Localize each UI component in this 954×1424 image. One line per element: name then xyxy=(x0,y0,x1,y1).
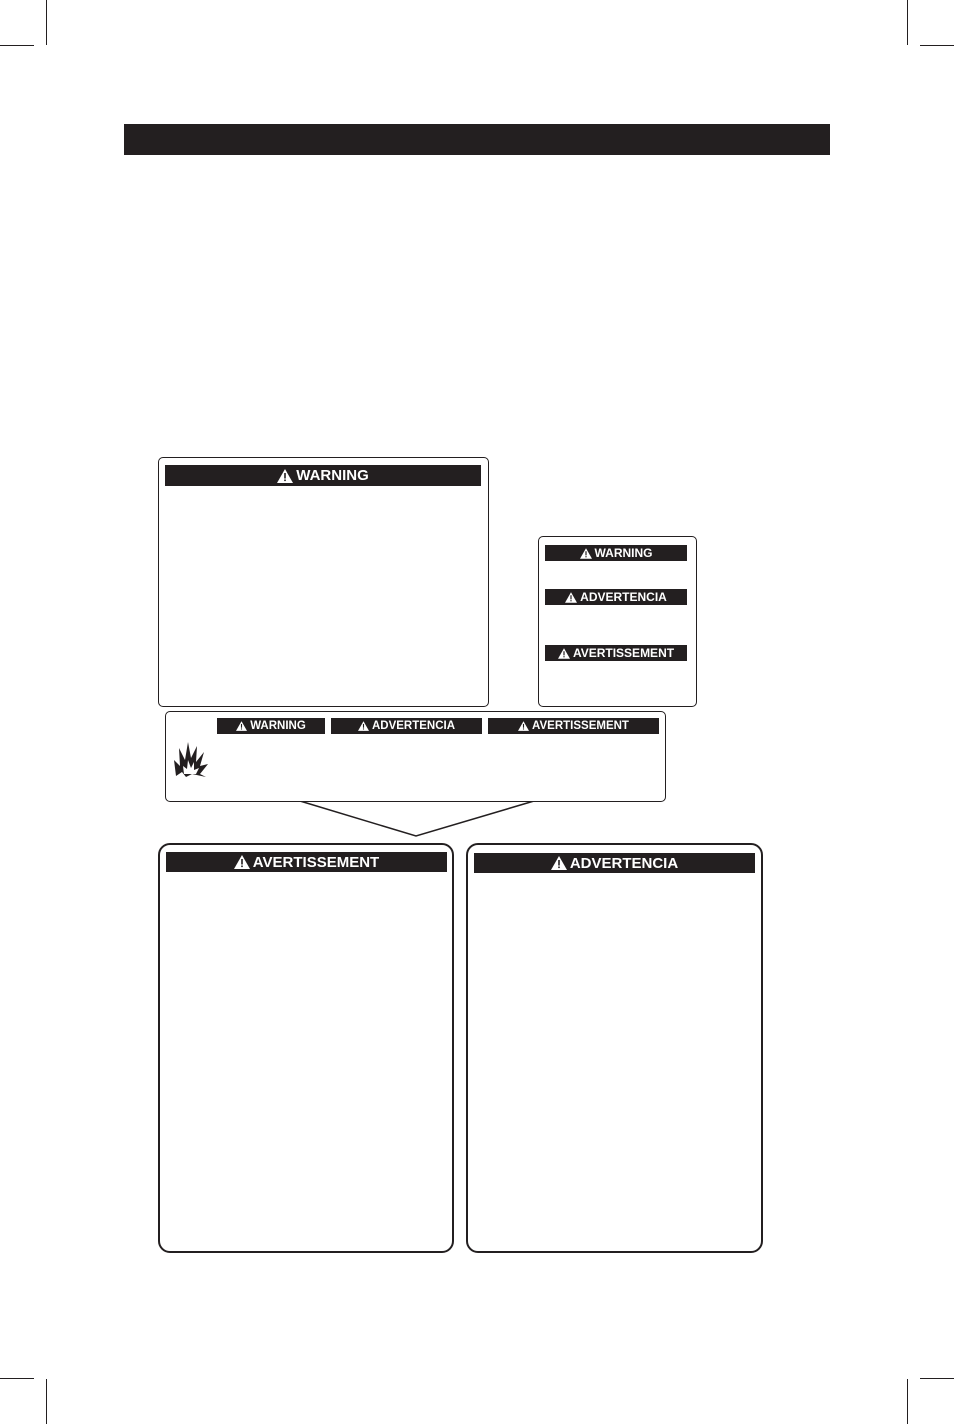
warning-header-en-text: WARNING xyxy=(594,546,653,560)
warning-header-fr-text: AVERTISSEMENT xyxy=(572,646,675,660)
warning-triangle-icon xyxy=(518,721,529,731)
strip-header-en xyxy=(217,718,325,734)
warning-triangle-icon xyxy=(234,855,250,869)
warning-header-fr-large xyxy=(166,852,447,872)
strip-header-fr-text: AVERTISSEMENT xyxy=(532,720,629,732)
warning-header-es-large-text: ADVERTENCIA xyxy=(569,854,679,872)
strip-header-es-text: ADVERTENCIA xyxy=(371,720,456,732)
warning-label-english xyxy=(158,457,489,707)
warning-header-fr xyxy=(545,645,687,661)
strip-header-fr xyxy=(488,718,659,734)
warning-triangle-icon xyxy=(551,856,567,870)
strip-header-en-text: WARNING xyxy=(250,720,306,732)
warning-triangle-icon xyxy=(580,548,592,559)
warning-label-spanish xyxy=(466,843,763,1253)
warning-header-es-large xyxy=(474,853,755,873)
multilingual-strip-label xyxy=(165,711,666,802)
warning-header-es xyxy=(545,589,687,605)
warning-header xyxy=(165,465,481,486)
warning-header-es-text: ADVERTENCIA xyxy=(580,590,667,604)
warning-label-french xyxy=(158,843,454,1253)
warning-triangle-icon xyxy=(236,721,247,731)
warning-header-fr-large-text: AVERTISSEMENT xyxy=(252,853,380,871)
strip-header-es xyxy=(331,718,482,734)
warning-triangle-icon xyxy=(277,469,293,483)
explosion-icon xyxy=(172,738,210,783)
warning-header-en xyxy=(545,545,687,561)
warning-triangle-icon xyxy=(565,592,577,603)
warning-header-text: WARNING xyxy=(296,467,369,484)
warning-triangle-icon xyxy=(358,721,369,731)
trilingual-stacked-label xyxy=(538,536,697,707)
warning-triangle-icon xyxy=(558,648,570,659)
